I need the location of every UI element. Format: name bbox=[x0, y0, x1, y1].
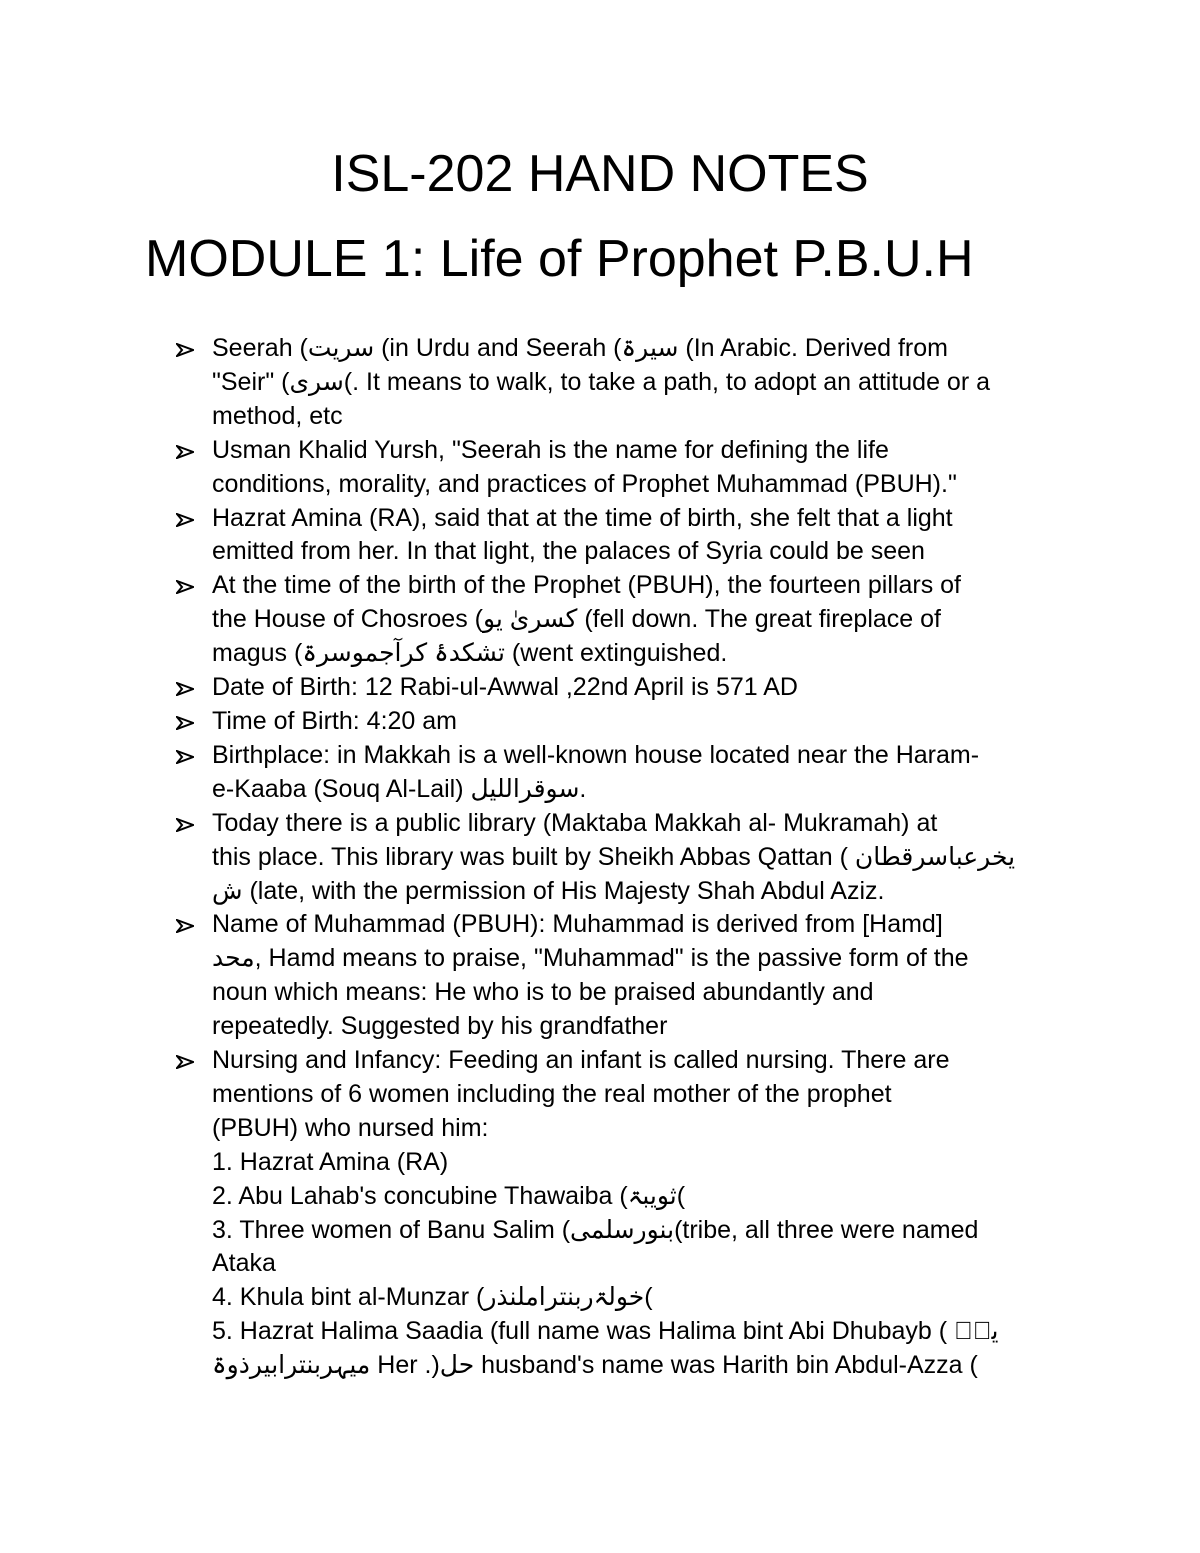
list-item bbox=[176, 502, 1076, 570]
list-item-line: (PBUH) who nursed him: bbox=[212, 1113, 489, 1142]
arrow-bullet-icon bbox=[176, 818, 194, 832]
list-item bbox=[176, 1044, 1076, 1383]
document-title: ISL-202 HAND NOTES bbox=[331, 145, 869, 203]
list-item-line: میہربنترابیرذوۃ Her .)حل husband's name was Harith bin Abdul-Azza ( bbox=[212, 1351, 978, 1380]
list-item bbox=[176, 705, 1076, 739]
list-item-line: noun which means: He who is to be praised abundantly and bbox=[212, 978, 874, 1007]
arrow-bullet-icon bbox=[176, 343, 194, 357]
arrow-bullet-icon bbox=[176, 750, 194, 764]
list-item-line: Today there is a public library (Maktaba Makkah al- Mukramah) at bbox=[212, 808, 938, 837]
list-item bbox=[176, 807, 1076, 909]
list-item-line: repeatedly. Suggested by his grandfather bbox=[212, 1012, 668, 1041]
list-item-line: magus (تشکدۂ کرآجموسرۃ (went extinguished. bbox=[212, 639, 728, 668]
list-item-line: method, etc bbox=[212, 401, 343, 430]
arrow-bullet-icon bbox=[176, 580, 194, 594]
notes-list bbox=[176, 332, 1076, 1383]
list-item-line: Ataka bbox=[212, 1249, 276, 1278]
list-item bbox=[176, 569, 1076, 671]
list-item bbox=[176, 434, 1076, 502]
list-item-line: 5. Hazrat Halima Saadia (full name was Halima bint Abi Dhubayb ( یبؑ bbox=[212, 1317, 999, 1346]
list-item-line: ش (late, with the permission of His Majesty Shah Abdul Aziz. bbox=[212, 876, 885, 905]
arrow-bullet-icon bbox=[176, 513, 194, 527]
list-item-line: 2. Abu Lahab's concubine Thawaiba (ثویبۃ( bbox=[212, 1181, 686, 1210]
list-item-line: "Seir" (سری(. It means to walk, to take a path, to adopt an attitude or a bbox=[212, 367, 991, 396]
list-item-line: Hazrat Amina (RA), said that at the time of birth, she felt that a light bbox=[212, 503, 953, 532]
list-item-line: mentions of 6 women including the real mother of the prophet bbox=[212, 1079, 892, 1108]
list-item-line: e-Kaaba (Souq Al-Lail) سوقراللیل. bbox=[212, 774, 587, 803]
arrow-bullet-icon bbox=[176, 445, 194, 459]
list-item-line: emitted from her. In that light, the palaces of Syria could be seen bbox=[212, 537, 925, 566]
list-item-line: محد, Hamd means to praise, "Muhammad" is the passive form of the bbox=[212, 944, 969, 973]
module-heading: MODULE 1: Life of Prophet P.B.U.H bbox=[145, 230, 974, 288]
list-item-line: the House of Chosroes (کسریٰ یو (fell down. The great fireplace of bbox=[212, 605, 941, 634]
list-item bbox=[176, 739, 1076, 807]
list-item-line: Seerah (سریت (in Urdu and Seerah (سیرۃ (In Arabic. Derived from bbox=[212, 334, 948, 362]
arrow-bullet-icon bbox=[176, 716, 194, 730]
list-item bbox=[176, 332, 1076, 434]
arrow-bullet-icon bbox=[176, 1055, 194, 1069]
list-item-line: Time of Birth: 4:20 am bbox=[212, 706, 457, 735]
list-item-line: 3. Three women of Banu Salim (بنورسلمی(tribe, all three were named bbox=[212, 1215, 979, 1244]
list-item-line: 4. Khula bint al-Munzar (خولۃربنتراملنذر( bbox=[212, 1283, 653, 1312]
arrow-bullet-icon bbox=[176, 682, 194, 696]
list-item-line: Date of Birth: 12 Rabi-ul-Awwal ,22nd April is 571 AD bbox=[212, 673, 798, 702]
list-item-line: Usman Khalid Yursh, "Seerah is the name for defining the life bbox=[212, 435, 889, 464]
list-item-line: Nursing and Infancy: Feeding an infant is called nursing. There are bbox=[212, 1046, 950, 1075]
arrow-bullet-icon bbox=[176, 919, 194, 933]
list-item bbox=[176, 671, 1076, 705]
list-item-line: Name of Muhammad (PBUH): Muhammad is derived from [Hamd] bbox=[212, 910, 943, 939]
list-item bbox=[176, 908, 1076, 1044]
list-item-line: this place. This library was built by Sheikh Abbas Qattan ( یخرعباسرقطان bbox=[212, 842, 1016, 871]
list-item-line: At the time of the birth of the Prophet (PBUH), the fourteen pillars of bbox=[212, 571, 961, 600]
list-item-line: Birthplace: in Makkah is a well-known house located near the Haram- bbox=[212, 740, 980, 769]
list-item-line: 1. Hazrat Amina (RA) bbox=[212, 1147, 449, 1176]
list-item-line: conditions, morality, and practices of Prophet Muhammad (PBUH)." bbox=[212, 469, 957, 498]
